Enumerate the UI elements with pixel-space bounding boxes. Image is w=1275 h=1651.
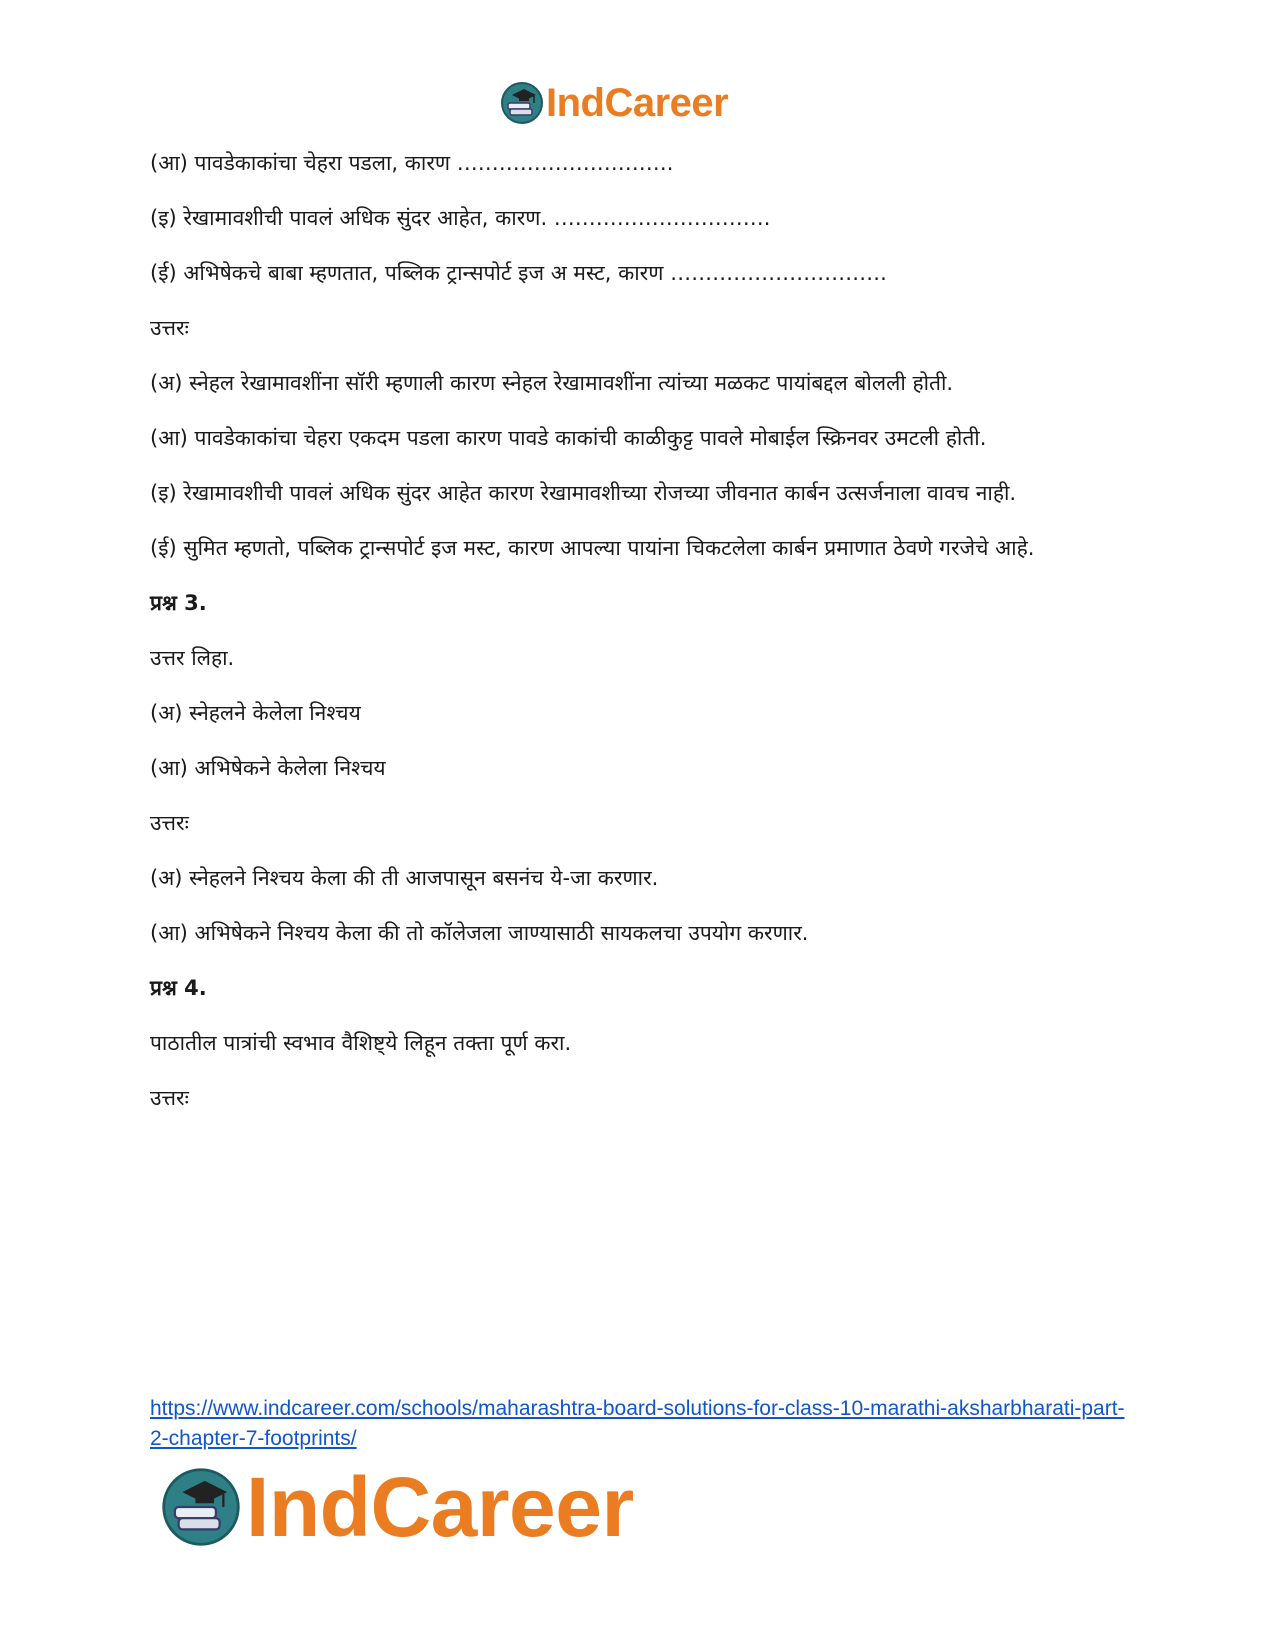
- paragraph: उत्तर लिहा.: [150, 646, 235, 670]
- paragraph: (अ) स्नेहल रेखामावशींना सॉरी म्हणाली कारण स्नेहल रेखामावशींना त्यांच्या मळकट पायांबद्दल बोलली होती.: [150, 371, 954, 395]
- header-logo-text: IndCareer: [546, 80, 729, 125]
- paragraph: उत्तरः: [150, 316, 189, 340]
- question-heading: प्रश्न 3.: [150, 591, 207, 615]
- footer-logo: [160, 1459, 634, 1554]
- paragraph: (अ) स्नेहलने केलेला निश्चय: [150, 701, 361, 725]
- paragraph: पाठातील पात्रांची स्वभाव वैशिष्ट्ये लिहून तक्ता पूर्ण करा.: [150, 1031, 572, 1055]
- paragraph: (आ) पावडेकाकांचा चेहरा पडला, कारण ………………………….: [150, 151, 674, 175]
- paragraph: (अ) स्नेहलने निश्चय केला की ती आजपासून बसनंच ये-जा करणार.: [150, 866, 659, 890]
- source-link[interactable]: https://www.indcareer.com/schools/maharashtra-board-solutions-for-class-10-marathi-aksharbharati-part-2-chapter-7-footprints/: [150, 1397, 1125, 1450]
- paragraph: (ई) अभिषेकचे बाबा म्हणतात, पब्लिक ट्रान्सपोर्ट इज अ मस्ट, कारण ………………………….: [150, 261, 887, 285]
- question-heading: प्रश्न 4.: [150, 976, 207, 1000]
- paragraph: (आ) अभिषेकने निश्चय केला की तो कॉलेजला जाण्यासाठी सायकलचा उपयोग करणार.: [150, 921, 809, 945]
- paragraph: (ई) सुमित म्हणतो, पब्लिक ट्रान्सपोर्ट इज मस्ट, कारण आपल्या पायांना चिकटलेला कार्बन प्रमाणात ठेवणे गरजेचे आहे.: [150, 536, 1035, 560]
- graduation-cap-book-icon: [500, 81, 544, 125]
- document-body: [150, 148, 1130, 1138]
- header-logo: [500, 80, 728, 126]
- footer-logo-text: IndCareer: [246, 1459, 634, 1554]
- paragraph: उत्तरः: [150, 811, 189, 835]
- paragraph: (आ) पावडेकाकांचा चेहरा एकदम पडला कारण पावडे काकांची काळीकुट्ट पावले मोबाईल स्क्रिनवर उमटली होती.: [150, 426, 987, 450]
- paragraph: (आ) अभिषेकने केलेला निश्चय: [150, 756, 386, 780]
- paragraph: उत्तरः: [150, 1086, 189, 1110]
- graduation-cap-book-icon: [160, 1466, 242, 1548]
- paragraph: (इ) रेखामावशीची पावलं अधिक सुंदर आहेत कारण रेखामावशीच्या रोजच्या जीवनात कार्बन उत्सर्जनाला वावच नाही.: [150, 481, 1017, 505]
- paragraph: (इ) रेखामावशीची पावलं अधिक सुंदर आहेत, कारण. ………………………….: [150, 206, 771, 230]
